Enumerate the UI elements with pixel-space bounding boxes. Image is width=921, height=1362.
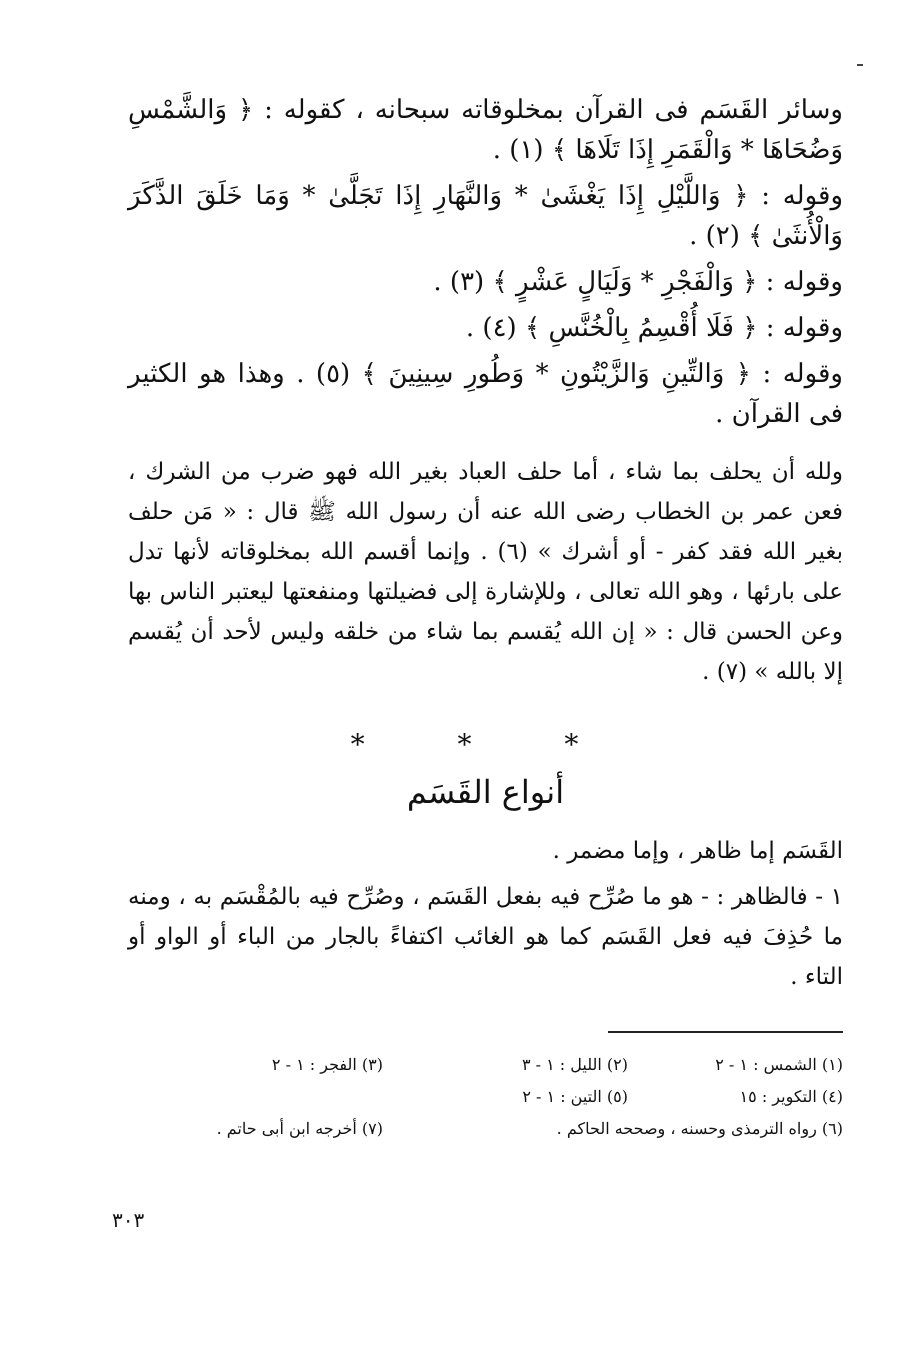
section-separator: * * * — [350, 728, 621, 761]
paragraph-swearing-by-other-than-god: ولله أن يحلف بما شاء ، أما حلف العباد بغير الله فهو ضرب من الشرك ، فعن عمر بن الخطاب رضى الله عنه أن رسول الله ﷺ قال : « مَن حلف بغير الله فقد كفر - أو أشرك » (٦) . وإنما أقسم الله بمخلوقاته لأنها تدل على بارئها ، وهو الله تعالى ، وللإشارة إلى فضيلتها ومنفعتها ليعتبر الناس بها وعن الحسن قال : « إن الله يُقسم بما شاء من خلقه وليس لأحد أن يُقسم إلا بالله » (٧) . — [128, 459, 843, 685]
footnote-2: (٢) الليل : ١ - ٣ — [521, 1055, 628, 1074]
footnote-row — [128, 1081, 843, 1113]
page-number: ٣٠٣ — [112, 1208, 145, 1232]
section-paragraph-1: القَسَم إما ظاهر ، وإما مضمر . — [552, 838, 843, 864]
footnote-divider — [608, 1031, 843, 1033]
paragraph-quran-oaths-4: وقوله : ﴿ فَلَا أُقْسِمُ بِالْخُنَّسِ ﴾ (٤) . — [465, 313, 843, 343]
footnote-row — [128, 1049, 843, 1081]
section-title: أنواع القَسَم — [406, 773, 565, 811]
footnote-1: (١) الشمس : ١ - ٢ — [715, 1055, 843, 1074]
footnotes — [128, 1049, 843, 1145]
footnote-3: (٣) الفجر : ١ - ٢ — [271, 1055, 383, 1074]
footnote-4: (٤) التكوير : ١٥ — [739, 1087, 843, 1106]
footnote-5: (٥) التين : ١ - ٢ — [522, 1087, 628, 1106]
footnote-7: (٧) أخرجه ابن أبى حاتم . — [216, 1119, 383, 1138]
paragraph-quran-oaths-5: وقوله : ﴿ وَالتِّينِ وَالزَّيْتُونِ * وَطُورِ سِينِينَ ﴾ (٥) . وهذا هو الكثير فى القرآن . — [128, 359, 843, 429]
footnote-6: (٦) رواه الترمذى وحسنه ، وصححه الحاكم . — [556, 1119, 843, 1138]
scan-mark — [857, 64, 863, 66]
paragraph-quran-oaths-3: وقوله : ﴿ وَالْفَجْرِ * وَلَيَالٍ عَشْرٍ ﴾ (٣) . — [433, 267, 843, 297]
section-paragraph-2: ١ - فالظاهر : - هو ما صُرِّح فيه بفعل القَسَم ، وصُرِّح فيه بالمُقْسَم به ، ومنه ما حُذِفَ فيه فعل القَسَم كما هو الغائب اكتفاءً بالجار من الباء أو الواو أو التاء . — [128, 884, 843, 990]
paragraph-quran-oaths-1: وسائر القَسَم فى القرآن بمخلوقاته سبحانه ، كقوله : ﴿ وَالشَّمْسِ وَضُحَاهَا * وَالْقَمَرِ إِذَا تَلَاهَا ﴾ (١) . — [128, 95, 843, 165]
footnote-row — [128, 1113, 843, 1145]
paragraph-quran-oaths-2: وقوله : ﴿ وَاللَّيْلِ إِذَا يَغْشَىٰ * وَالنَّهَارِ إِذَا تَجَلَّىٰ * وَمَا خَلَقَ الذَّكَرَ وَالْأُنثَىٰ ﴾ (٢) . — [128, 181, 843, 251]
